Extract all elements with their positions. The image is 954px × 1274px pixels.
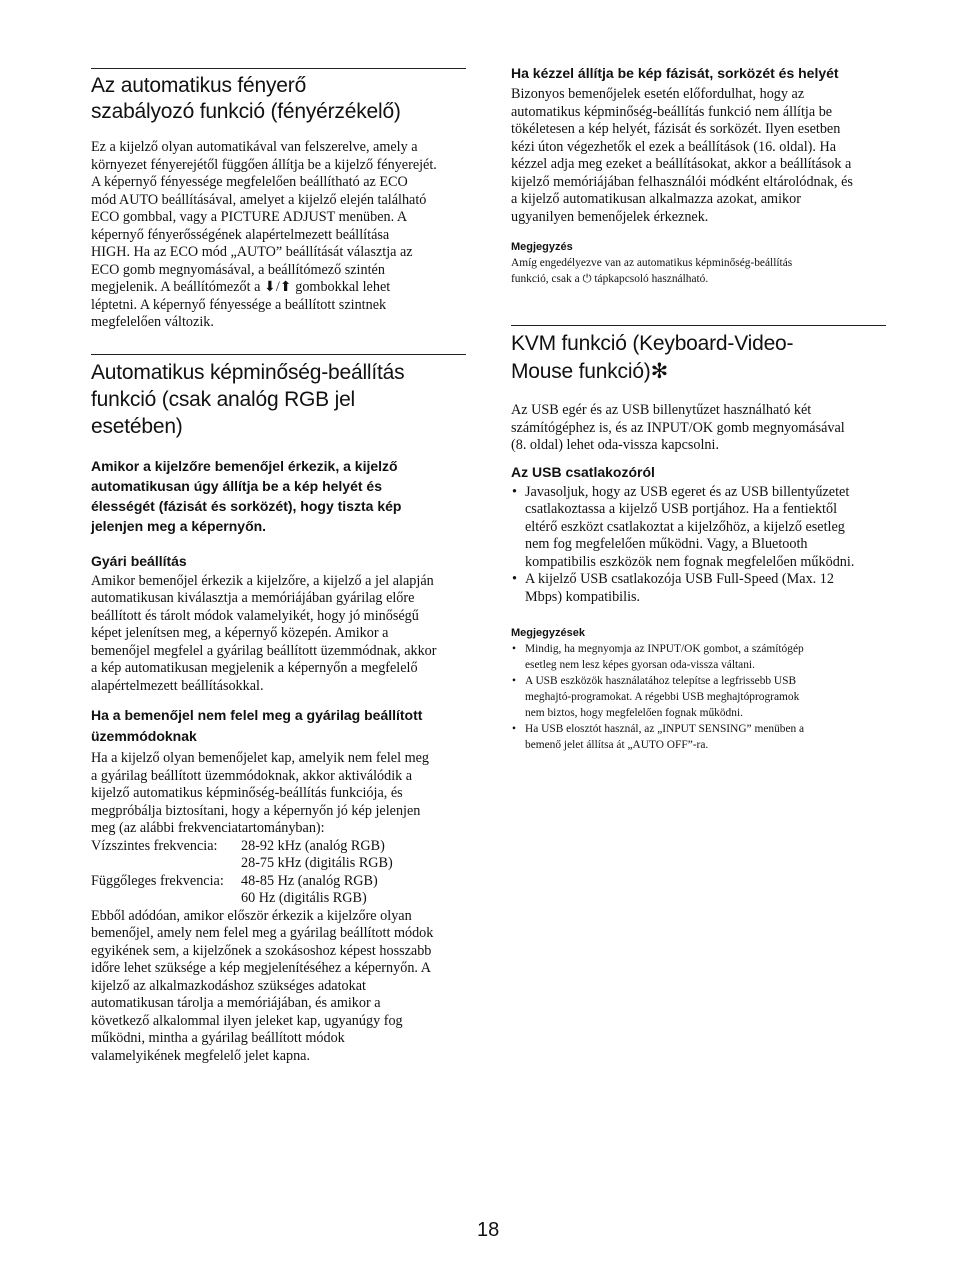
section-title-auto-quality: Automatikus képminőség-beállítás funkció (csak analóg RGB jel esetében) bbox=[91, 360, 405, 438]
power-icon: ⏻ bbox=[582, 273, 592, 285]
note-heading: Megjegyzés bbox=[511, 241, 573, 253]
list-item: • A USB eszközök használatához telepítse a legfrissebb USB meghajtó-programokat. A régebbi USB meghajtóprogramok nem biztos, hogy megfelelően fognak működni. bbox=[511, 673, 886, 721]
frequency-row: Vízszintes frekvencia: 28-92 kHz (analóg RGB) bbox=[91, 837, 385, 854]
subheading-non-matching-signal: Ha a bemenőjel nem felel meg a gyárilag beállított üzemmódoknak bbox=[91, 707, 423, 744]
list-item: • Ha USB elosztót használ, az „INPUT SENSING” menüben a bemenő jelet állítsa át „AUTO OFF”-ra. bbox=[511, 721, 886, 753]
right-column bbox=[511, 64, 886, 753]
section-title-kvm: KVM funkció (Keyboard-Video- Mouse funkció)✻ bbox=[511, 332, 794, 383]
kvm-body: Az USB egér és az USB billenytűzet használható két számítógéphez is, és az INPUT/OK gomb megnyomásával (8. oldal) lehet oda-vissza kapcsolni. bbox=[511, 402, 845, 453]
note-body: Amíg engedélyezve van az automatikus képminőség-beállítás funkció, csak a ⏻ tápkapcsoló használható. bbox=[511, 257, 793, 285]
manual-adjust-body: Bizonyos bemenőjelek esetén előfordulhat, hogy az automatikus képminőség-beállítás funkció nem állítja be tökéletesen a kép helyét, fázisát és sorközét. Ilyen esetben kézi úton végezhetők el ezek a beállítások (16. oldal). Ha kézzel adja meg ezeket a beállításokat, akkor a beállítások a kijelző memóriájában felhasználói módként eltárolódnak, és a kijelző automatikusan alkalmazza azokat, amikor ugyanilyen bemenőjelek érkeznek. bbox=[511, 86, 853, 225]
frequency-table bbox=[91, 838, 466, 908]
usb-bullet-list bbox=[511, 484, 886, 607]
auto-quality-lead: Amikor a kijelzőre bemenőjel érkezik, a kijelző automatikusan úgy állítja be a kép helyét és élességét (fázisát és sorközét), hogy tiszta kép jelenjen meg a képernyőn. bbox=[91, 457, 402, 534]
left-column bbox=[91, 68, 466, 1065]
notes-list bbox=[511, 641, 886, 753]
light-sensor-body: Ez a kijelző olyan automatikával van felszerelve, amely a környezet fényerejétől függően állítja be a kijelző fényerejét. A képernyő fényessége megfelelően beállítható az ECO mód AUTO beállításával, amelyet a kijelző elején található ECO gombbal, vagy a PICTURE ADJUST menüben. A képernyő fényerősségének alapértelmezett beállítása HIGH. Ha az ECO mód „AUTO” beállítását választja az ECO gomb megnyomásával, a beállítómező szintén megjelenik. A beállítómezőt a ⬇/⬆ gombokkal lehet léptetni. A képernyő fényessége a beállított szintnek megfelelően változik. bbox=[91, 139, 437, 330]
non-matching-signal-tail: Ebből adódóan, amikor először érkezik a kijelzőre olyan bemenőjel, amely nem felel meg a gyárilag beállított módok egyikének sem, a kijelzőnek a szokásoshoz képest hosszabb időre lehet szüksége a kép megjelenítéséhez a képernyőn. A kijelző az alkalmazkodáshoz szükséges adatokat automatikusan tárolja a memóriájában, és amikor a következő alkalommal ilyen jeleket kap, ugyanúgy fog működni, mintha a gyárilag beállított módok valamelyikének megfelelő jelet kapna. bbox=[91, 907, 434, 1064]
subheading-usb-connector: Az USB csatlakozóról bbox=[511, 463, 655, 480]
section-title-light-sensor: Az automatikus fényerő szabályozó funkció (fényérzékelő) bbox=[91, 74, 401, 123]
list-item: • Javasoljuk, hogy az USB egeret és az USB billentyűzetet csatlakoztassa a kijelző USB portjához. Ha a fentiektől eltérő eszközt csatlakoztat a kijelzőhöz, a kijelző esetleg nem fog megfelelően működni. Vagy, a Bluetooth kompatibilis eszközök nem fognak megfelelően működni. bbox=[511, 484, 886, 572]
list-item: • Mindig, ha megnyomja az INPUT/OK gombot, a számítógép esetleg nem lesz képes gyorsan oda-vissza váltani. bbox=[511, 641, 886, 673]
frequency-row: Függőleges frekvencia: 48-85 Hz (analóg RGB) bbox=[91, 872, 378, 889]
section-divider bbox=[511, 325, 886, 326]
section-divider bbox=[91, 354, 466, 355]
subheading-factory-settings: Gyári beállítás bbox=[91, 552, 187, 569]
section-divider bbox=[91, 68, 466, 69]
asterisk-mark-icon: ✻ bbox=[650, 360, 669, 383]
subheading-manual-adjust: Ha kézzel állítja be kép fázisát, sorközét és helyét bbox=[511, 65, 839, 81]
frequency-row: 60 Hz (digitális RGB) bbox=[241, 890, 367, 906]
frequency-row: 28-75 kHz (digitális RGB) bbox=[241, 855, 393, 871]
page-number: 18 bbox=[477, 1219, 500, 1241]
factory-settings-body: Amikor bemenőjel érkezik a kijelzőre, a kijelző a jel alapján automatikusan kiválasztja a memóriájában gyárilag előre beállított és tárolt módok valamelyikét, hogy jó minőségű képet jelenítsen meg, a képernyő közepén. Amikor a bemenőjel megfelel a gyárilag beállított üzemmódnak, akkor a kép automatikusan megjelenik a képernyőn a megfelelő alapértelmezett beállításokkal. bbox=[91, 572, 437, 694]
non-matching-signal-body: Ha a kijelző olyan bemenőjelet kap, amelyik nem felel meg a gyárilag beállított üzemmódoknak, akkor aktiválódik a kijelző automatikus képminőség-beállítás funkciója, és megpróbálja biztosítani, hogy a képernyőn jó kép jelenjen meg (az alábbi frekvenciatartományban): bbox=[91, 750, 430, 836]
notes-heading: Megjegyzések bbox=[511, 627, 585, 639]
list-item: • A kijelző USB csatlakozója USB Full-Speed (Max. 12 Mbps) kompatibilis. bbox=[511, 571, 886, 606]
arrow-up-down-icon: ⬇/⬆ bbox=[263, 279, 292, 295]
